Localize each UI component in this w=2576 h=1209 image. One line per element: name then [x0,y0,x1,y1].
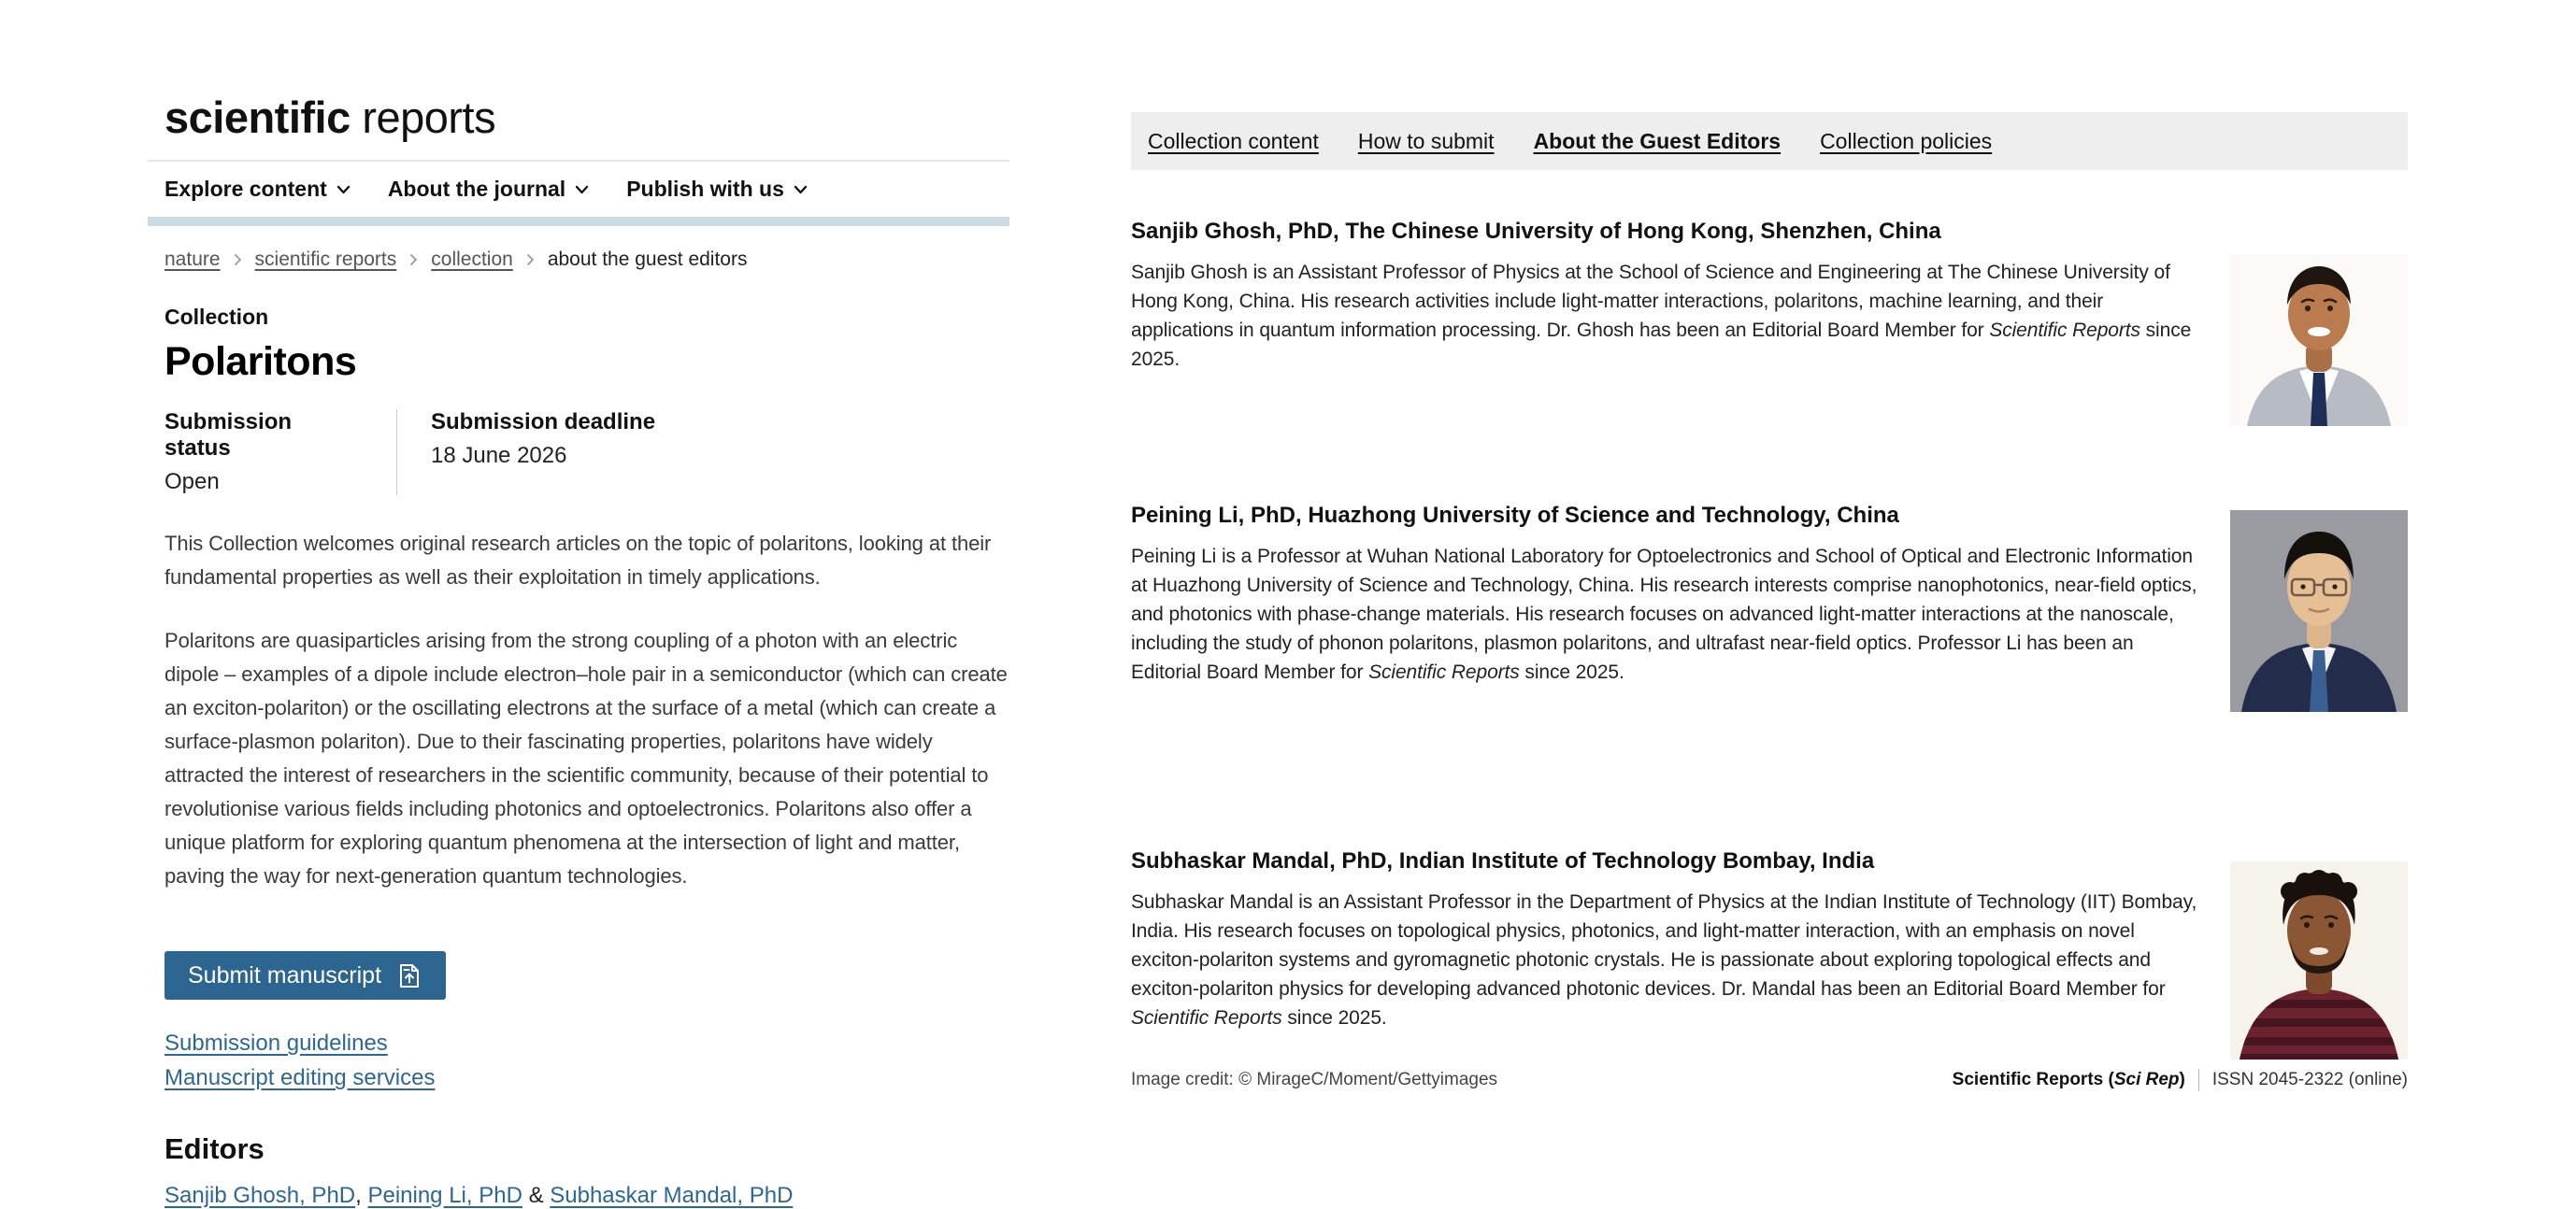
bio-text-segment: Peining Li is a Professor at Wuhan National Laboratory for Optoelectronics and School of Optical and Electronic Information at Huazhong University of Science and Technology, China. His research interests comprise nanophotonics, near-field optics, and photonics with phase-change materials. His research focuses on advanced light-matter interactions at the nanoscale, including the study of phonon polaritons, plasmon polaritons, and ultrafast near-field optics. Professor Li has been an Editorial Board Member for [1131,546,2197,683]
bio-text [1131,888,2206,1032]
submission-status-row [165,409,1009,495]
nav-item-label: Publish with us [626,177,784,201]
journal-name-italic: Scientific Reports [1131,1007,1282,1029]
guest-editor-bio-sanjib-ghosh [1131,219,2408,374]
editor-link-subhaskar-mandal[interactable]: Subhaskar Mandal, PhD [550,1183,794,1208]
chevron-right-icon [234,253,242,266]
manuscript-upload-icon [394,961,422,989]
tab-collection-content[interactable]: Collection content [1148,128,1319,153]
tab-about-the-guest-editors[interactable]: About the Guest Editors [1533,128,1782,153]
journal-name-italic: Scientific Reports [1368,661,1520,683]
submit-manuscript-button[interactable] [165,951,446,1000]
tab-how-to-submit[interactable]: How to submit [1357,128,1495,153]
collection-eyebrow: Collection [165,305,269,329]
bio-text-segment: since 2025. [1519,661,1624,683]
journal-name-text: ) [2179,1070,2185,1089]
journal-abbreviation: Sci Rep [2113,1070,2180,1089]
nav-item-label: Explore content [165,177,327,201]
editor-link-peining-li[interactable]: Peining Li, PhD [367,1183,522,1208]
manuscript-editing-services-link[interactable]: Manuscript editing services [165,1065,436,1090]
editor-portrait [2230,861,2408,1060]
page-footer [1131,1069,2408,1091]
accent-bar [148,217,1009,226]
left-column [165,0,1009,1209]
journal-logo[interactable] [165,92,1009,143]
bio-text-segment: Subhaskar Mandal is an Assistant Professor in the Department of Physics at the Indian Institute of Technology (IIT) Bombay, India. His research focuses on topological physics, photonics, and light-matter interaction, with an emphasis on novel exciton-polariton systems and gyromagnetic photonic crystals. He is passionate about exploring topological effects and exciton-polariton physics for developing advanced photonic devices. Dr. Mandal has been an Editorial Board Member for [1131,891,2197,1000]
guest-editor-bio-subhaskar-mandal [1131,848,2408,1032]
bio-text [1131,542,2206,687]
submit-manuscript-label: Submit manuscript [188,961,382,989]
breadcrumb-current: about the guest editors [547,249,748,270]
editor-portrait [2230,254,2408,426]
submission-deadline-value: 18 June 2026 [431,443,567,468]
submission-status-block [165,409,363,495]
chevron-down-icon [794,185,808,194]
collection-intro-paragraph: This Collection welcomes original research articles on the topic of polaritons, looking at their fundamental properties as well as their exploitation in timely applications. [165,532,992,589]
nav-publish-with-us[interactable] [626,177,808,202]
submission-deadline-label: Submission deadline [431,409,656,434]
chevron-right-icon [409,253,418,266]
bio-heading: Subhaskar Mandal, PhD, Indian Institute of Technology Bombay, India [1131,848,1875,874]
chevron-down-icon [336,185,351,194]
submission-deadline-block [431,409,655,495]
journal-name-text: Scientific Reports ( [1952,1070,2114,1089]
submission-status-label: Submission status [165,409,293,461]
editor-portrait [2230,510,2408,712]
bio-text [1131,258,2206,374]
status-divider [396,409,397,495]
bio-heading: Peining Li, PhD, Huazhong University of Science and Technology, China [1131,503,1899,528]
breadcrumb-nature[interactable]: nature [165,249,221,270]
main-navigation [165,177,1009,202]
editors-heading: Editors [165,1132,265,1165]
breadcrumb-collection[interactable]: collection [431,249,513,270]
nav-about-the-journal[interactable] [388,177,589,202]
editors-separator: & [522,1183,551,1208]
submission-status-value: Open [165,469,220,494]
left-links [165,1026,1009,1095]
nav-explore-content[interactable] [165,177,351,202]
editor-link-sanjib-ghosh[interactable]: Sanjib Ghosh, PhD [165,1183,356,1208]
chevron-down-icon [575,185,589,194]
journal-name-italic: Scientific Reports [1989,320,2140,341]
logo-bold-word: scientific [165,92,351,142]
tab-collection-policies[interactable]: Collection policies [1820,128,1993,153]
editors-list [165,1183,1009,1209]
chevron-right-icon [526,253,535,266]
collection-description-paragraph: Polaritons are quasiparticles arising from the strong coupling of a photon with an electric dipole – examples of a dipole include electron–hole pair in a semiconductor (which can create an exciton-polariton) or the oscillating electrons at the surface of a metal (which can create a surface-plasmon polariton). Due to their fascinating properties, polaritons have widely attracted the interest of researchers in the scientific community, because of their potential to revolutionise various fields including photonics and optoelectronics. Polaritons also offer a unique platform for exploring quantum phenomena at the intersection of light and matter, paving the way for next-generation quantum technologies. [165,629,1008,888]
submission-guidelines-link[interactable]: Submission guidelines [165,1031,388,1056]
bio-text-segment: since 2025. [1281,1007,1387,1029]
issn-line [1953,1069,2408,1091]
logo-regular-word: reports [362,92,496,142]
editor-photo-peining-li [2230,510,2408,717]
breadcrumb-scientific-reports[interactable]: scientific reports [254,249,397,270]
header-divider [148,160,1009,162]
issn-number: ISSN 2045-2322 (online) [2211,1070,2408,1089]
editor-photo-sanjib-ghosh [2230,254,2408,431]
bio-heading: Sanjib Ghosh, PhD, The Chinese University of Hong Kong, Shenzhen, China [1131,219,1941,244]
editor-photo-subhaskar-mandal [2230,861,2408,1064]
collection-tabbar [1131,112,2408,170]
editors-separator: , [355,1183,368,1208]
footer-divider [2198,1069,2199,1091]
nav-item-label: About the journal [387,177,566,201]
journal-name [1953,1070,2185,1090]
guest-editor-bio-peining-li [1131,503,2408,687]
bio-text-segment: since 2025. [1131,320,2192,370]
bio-text-segment: Sanjib Ghosh is an Assistant Professor of Physics at the School of Science and Engineering at The Chinese University of Hong Kong, China. His research activities include light-matter interactions, polaritons, machine learning, and their applications in quantum information processing. Dr. Ghosh has been an Editorial Board Member for [1131,262,2170,341]
page-title: Polaritons [165,339,357,384]
image-credit: Image credit: © MirageC/Moment/Gettyimages [1131,1070,1498,1089]
breadcrumb [165,249,1009,271]
right-column [1131,0,2408,1196]
